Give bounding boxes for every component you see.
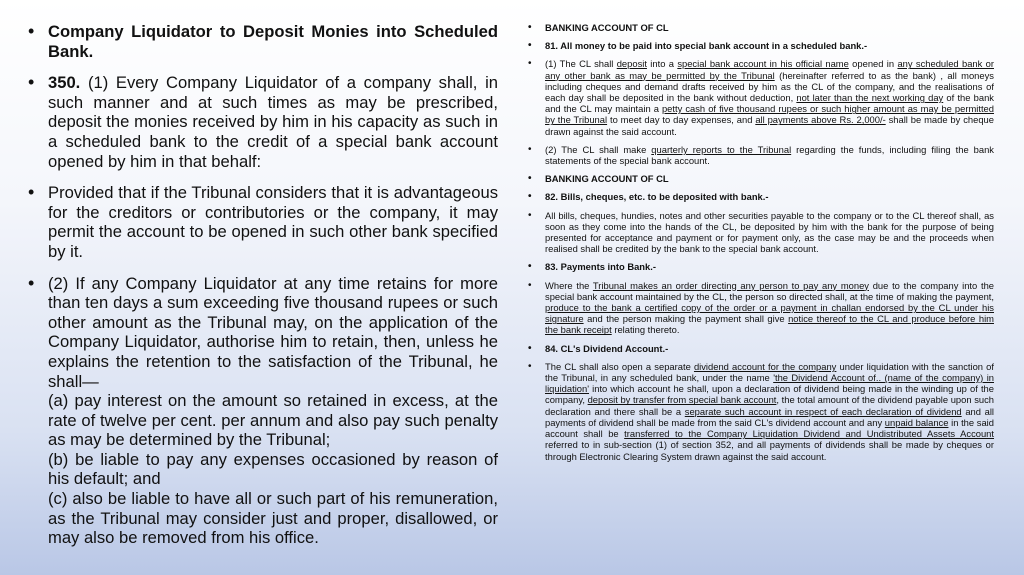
underlined-text: produce to the bank a certified copy of the order or a payment in challan endorsed by the CL under his signature [545,302,994,325]
rule-82-text: • All bills, cheques, hundies, notes and other securities payable to the company or to the CL thereof shall, as soon as they come into the hands of the CL, be deposited by him with the bank for the purpose of being presented for acceptance and payment or for payment only, as the case may be and the proceeds when realised shall be credited by the bank to the special bank account. [528,210,994,255]
text: referred to in sub-section (1) of section 352, and all payments of dividends shall be made by cheques or through Electronic Clearing System drawn against the said account. [545,439,994,462]
underlined-text: Tribunal makes an order directing any person to pay any money [592,279,869,291]
underlined-text: deposit [616,58,647,70]
subsection-2-text: (2) If any Company Liquidator at any time retains for more than ten days a sum exceeding five thousand rupees or such other amount as the Tribunal may, on the application of the Company Liquidator, authorise him to retain, then, unless he explains the retention to the satisfaction of the Tribunal, he shall— [48,273,498,391]
left-proviso [28,183,498,261]
text: regarding the funds, including filing the bank statements of the special bank account. [545,143,994,167]
text: shall be made by cheque drawn against the said account. [545,114,994,137]
rule-84-text [528,361,994,462]
text: in the said account shall be [545,416,994,440]
text: due to the company into the special bank account maintained by the CL, the person so directed shall, at the time of making the payment, [545,279,994,302]
right-column [528,22,994,469]
rule-81-1 [528,58,994,136]
text: Where the [545,279,593,291]
text: into a [646,58,678,70]
text: of the bank and the CL may maintain a [545,92,994,115]
left-subsection-2 [28,274,498,548]
underlined-text: 'the Dividend Account of.. (name of the company) in liquidation' [545,372,994,395]
section-number: 350. [48,73,81,93]
underlined-text: deposit by transfer from special bank account [587,394,777,406]
rule-82-heading: • 82. Bills, cheques, etc. to be deposited with bank.- [528,191,994,202]
right-heading-banking-1: • BANKING ACCOUNT OF CL [528,22,994,33]
left-column [28,22,498,560]
text: (1) The CL shall [545,58,617,70]
text: (2) The CL shall make [545,143,652,155]
text: (hereinafter referred to as the bank) , all moneys including cheques and demand drafts received by him as the CL of the company, and the realisations of each day shall be deposited in the bank without deduction, [545,69,994,104]
text: The CL shall also open a separate [545,360,694,372]
text: and all payments of dividend shall be made from the said CL's dividend account and any [545,405,995,428]
underlined-text: unpaid balance [884,416,949,428]
text: , the total amount of the dividend payable upon such declaration and there shall be a [545,394,995,417]
underlined-text: transferred to the Company Liquidation Dividend and Undistributed Assets Account [624,428,995,440]
rule-83-text [528,280,994,336]
rule-81-2 [528,144,994,166]
text: and the person making the payment shall give [583,313,789,325]
underlined-text: quarterly reports to the Tribunal [651,143,792,155]
clause-c-text: (c) also be liable to have all or such part of his remuneration, as the Tribunal may consider just and proper, disallowed, or may also be removed from his office. [48,489,498,548]
underlined-text: all payments above Rs. 2,000/- [755,114,886,126]
clause-b-text: (b) be liable to pay any expenses occasioned by reason of his default; and [48,449,498,489]
text: relating thereto. [611,324,680,336]
left-heading-item [28,22,498,61]
text: opened in [848,58,898,70]
rule-81-heading: • 81. All money to be paid into special bank account in a scheduled bank.- [528,40,994,51]
underlined-text: special bank account in his official name [677,58,849,70]
underlined-text: any scheduled bank or any other bank as may be permitted by the Tribunal [545,58,994,81]
underlined-text: petty cash of five thousand rupees or such higher amount as may be permitted by the Tribunal [545,103,994,126]
underlined-text: not later than the next working day [796,92,944,104]
underlined-text: dividend account for the company [693,360,837,372]
rule-84-heading: • 84. CL's Dividend Account.- [528,343,994,354]
clause-a-text: (a) pay interest on the amount so retained in excess, at the rate of twelve per cent. per annum and also pay such penalty as may be determined by the Tribunal; [48,391,498,450]
underlined-text: separate such account in respect of each declaration of dividend [684,405,962,417]
text: into which account he shall, upon a declaration of dividend being made in the winding up of the company, [545,383,994,406]
proviso-text: Provided that if the Tribunal considers that it is advantageous for the creditors or contributories or the company, it may permit the account to be opened in such other bank specified by it. [48,183,498,261]
underlined-text: notice thereof to the CL and produce before him the bank receipt [545,313,994,336]
text: under liquidation with the sanction of the Tribunal, in any scheduled bank, under the name [545,360,994,384]
section-350-text: (1) Every Company Liquidator of a company shall, in such manner and at such times as may be prescribed, deposit the monies received by him in his capacity as such in a scheduled bank to the credit of a special bank account opened by him in that behalf: [48,73,498,171]
rule-83-heading: • 83. Payments into Bank.- [528,261,994,272]
text: to meet day to day expenses, and [607,114,756,126]
right-heading-banking-2: • BANKING ACCOUNT OF CL [528,173,994,184]
left-section-350 [28,73,498,171]
section-heading: Company Liquidator to Deposit Monies into Scheduled Bank. [48,22,498,61]
